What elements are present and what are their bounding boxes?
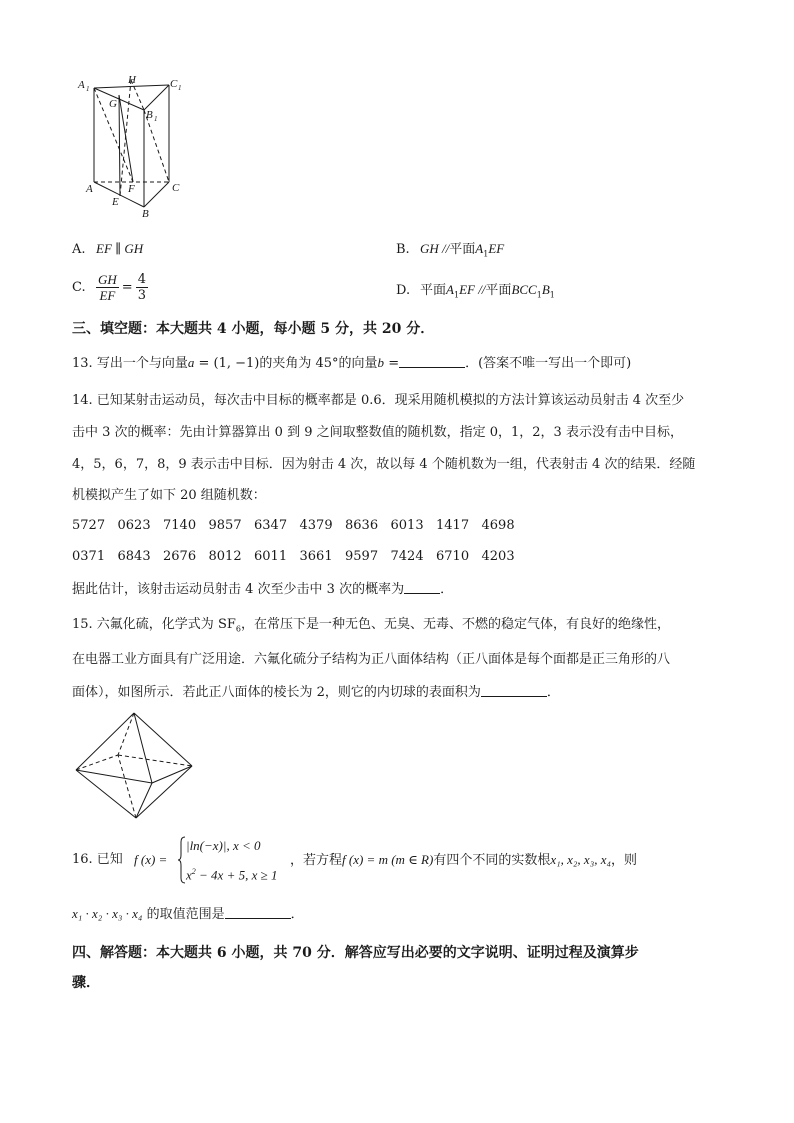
question-14-line4: 机模拟产生了如下 20 组随机数： (72, 488, 266, 503)
question-14-line2: 击中 3 次的概率：先由计算器算出 0 到 9 之间取整数值的随机数，指定 0，1，2，3 表示没有击中目标， (72, 425, 683, 440)
random-numbers-row2: 0371 6843 2676 8012 6011 3661 9597 7424 6710 4203 (72, 549, 515, 564)
function-f: f (x) = (134, 852, 168, 867)
question-14-end: 据此估计，该射击运动员射击 4 次至少击中 3 次的概率为 ． (72, 582, 454, 597)
piecewise-brace (178, 836, 186, 884)
label-A1: A (78, 79, 85, 91)
label-H: H (128, 74, 136, 86)
svg-text:1: 1 (178, 84, 182, 92)
piecewise-case-1: |ln(−x)|, x < 0 (186, 838, 261, 853)
octahedron-figure (72, 708, 196, 820)
section3-title: 三、填空题：本大题共 4 小题，每小题 5 分，共 20 分． (72, 321, 435, 337)
question-14-line3: 4，5，6，7，8，9 表示击中目标．因为射击 4 次，故以每 4 个随机数为一组，代表射击 4 次的结果．经随 (72, 457, 696, 472)
question-14-line1: 14. 已知某射击运动员，每次击中目标的概率都是 0.6．现采用随机模拟的方法计算该运动员射击 4 次至少 (72, 393, 685, 408)
question-16-middle: ，若方程f (x) = m (m ∈ R)有四个不同的实数根x₁, x₂, x₃, x₄，则 (290, 852, 638, 868)
answer-blank-13 (399, 355, 465, 368)
label-G: G (109, 98, 117, 110)
question-13: 13. 写出一个与向量a = (1, −1)的夹角为 45°的向量b = ．(答案不唯一写出一个即可) (72, 355, 632, 371)
question-15-line3: 面体），如图所示．若此正八面体的棱长为 2，则它的内切球的表面积为 ． (72, 685, 560, 700)
prism-figure (76, 70, 196, 220)
answer-blank-14 (404, 581, 440, 594)
label-A: A (86, 183, 93, 195)
question-16-line2: x₁ · x₂ · x₃ · x₄ 的取值范围是 ． (72, 906, 304, 922)
label-E: E (112, 196, 119, 208)
random-numbers-row1: 5727 0623 7140 9857 6347 4379 8636 6013 1417 4698 (72, 518, 515, 533)
option-a: A. EF ∥ GH (72, 241, 144, 257)
section4-title: 四、解答题：本大题共 6 小题，共 70 分．解答应写出必要的文字说明、证明过程及演算步 (72, 945, 639, 961)
svg-text:1: 1 (154, 115, 158, 123)
label-C1: C (170, 78, 178, 90)
piecewise-case-2: $x^2 - 4x + 5$, x ≥ 1 (186, 867, 278, 883)
label-C: C (172, 182, 180, 194)
label-sub: 1 (86, 85, 90, 93)
answer-blank-15 (481, 684, 547, 697)
answer-blank-16 (225, 906, 291, 919)
label-B1: B (146, 109, 153, 121)
question-15-line2: 在电器工业方面具有广泛用途．六氟化硫分子结构为正八面体结构（正八面体是每个面都是正三角形的八 (72, 652, 671, 667)
question-16-start: 16. 已知 (72, 852, 123, 867)
section4-title-cont: 骤． (72, 975, 100, 991)
question-15-line1: 15. 六氟化硫，化学式为 $SF_6$，在常压下是一种无色、无臭、无毒、不燃的稳定气体，有良好的绝缘性， (72, 617, 670, 634)
option-d: D. 平面$A_1EF$ //平面$BCC_1B_1$ (396, 282, 555, 300)
label-F: F (128, 183, 135, 195)
option-c: C. $\frac{GH}{EF}$ = $\frac{4}{3}$ (72, 272, 146, 303)
option-b: B. GH //平面$A_1EF$ (396, 241, 505, 259)
label-B: B (142, 208, 149, 220)
